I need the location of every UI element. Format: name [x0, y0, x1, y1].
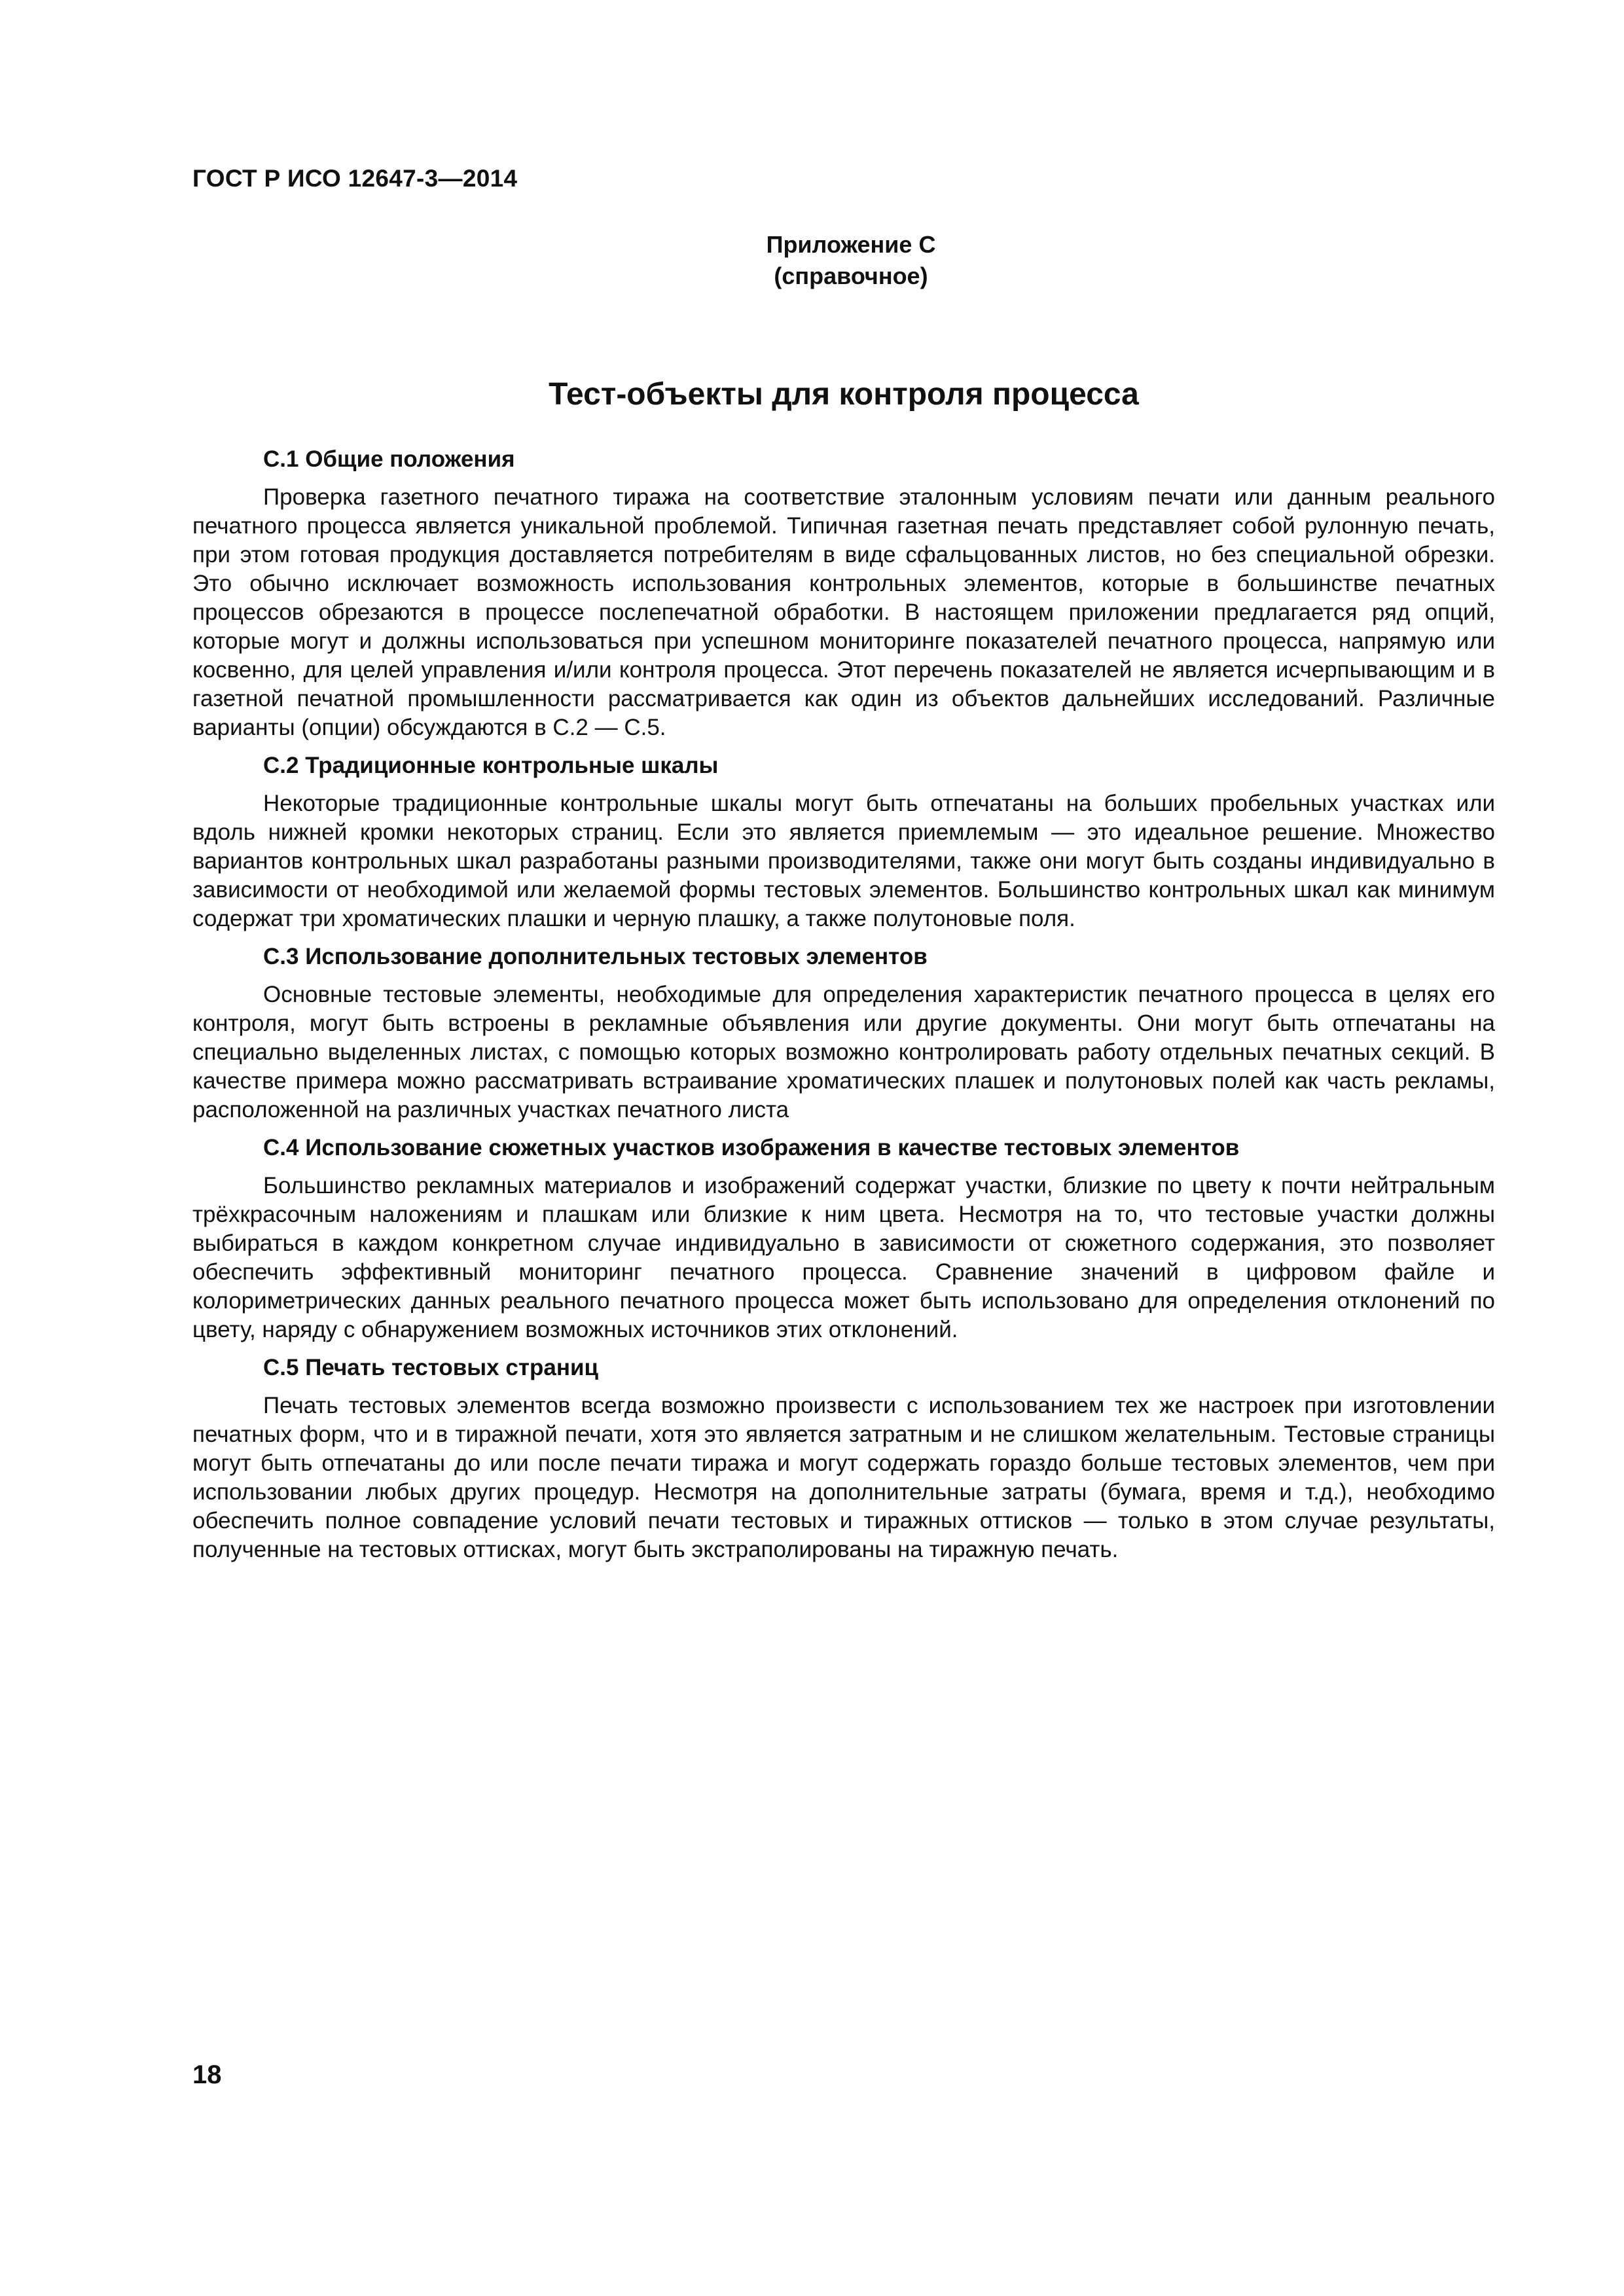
section-paragraph: Основные тестовые элементы, необходимые для определения характеристик печатного процесса в целях его контроля, могут быть встроены в рекламные объявления или другие документы. Они могут быть отпечатаны на специально выделенных листах, с помощью которых возможно контролировать работу отдельных печатных секций. В качестве примера можно рассматривать встраивание хроматических плашек и полутоновых полей как часть рекламы, расположенной на различных участках печатного листа	[192, 982, 1495, 1122]
section-c2	[192, 751, 1495, 933]
section-heading: С.1 Общие положения	[263, 446, 515, 472]
section-paragraph: Некоторые традиционные контрольные шкалы могут быть отпечатаны на больших пробельных участках или вдоль нижней кромки некоторых страниц. Если это является приемлемым — это идеальное решение. Множество вариантов контрольных шкал разработаны разными производителями, также они могут быть созданы индивидуально в зависимости от необходимой или желаемой формы тестовых элементов. Большинство контрольных шкал как минимум содержат три хроматических плашки и черную плашку, а также полутоновые поля.	[192, 791, 1495, 931]
section-c4	[192, 1134, 1495, 1344]
annex-heading	[720, 229, 982, 292]
page-number: 18	[192, 2060, 222, 2089]
section-heading: С.5 Печать тестовых страниц	[263, 1355, 598, 1380]
section-heading: С.2 Традиционные контрольные шкалы	[263, 753, 719, 778]
document-code: ГОСТ Р ИСО 12647-3—2014	[192, 165, 518, 192]
document-body	[192, 445, 1495, 1573]
section-heading: С.3 Использование дополнительных тестовых элементов	[263, 944, 928, 969]
section-paragraph: Проверка газетного печатного тиража на соответствие эталонным условиям печати или данным реального печатного процесса является уникальной проблемой. Типичная газетная печать представляет собой рулонную печать, при этом готовая продукция доставляется потребителям в виде сфальцованных листов, но без специальной обрезки. Это обычно исключает возможность использования контрольных элементов, которые в большинстве печатных процессов обрезаются в процессе послепечатной обработки. В настоящем приложении предлагается ряд опций, которые могут и должны использоваться при успешном мониторинге показателей печатного процесса, напрямую или косвенно, для целей управления и/или контроля процесса. Этот перечень показателей не является исчерпывающим и в газетной печатной промышленности рассматривается как один из объектов дальнейших исследований. Различные варианты (опции) обсуждаются в С.2 — С.5.	[192, 484, 1495, 740]
section-c3	[192, 942, 1495, 1124]
section-paragraph: Большинство рекламных материалов и изображений содержат участки, близкие по цвету к почти нейтральным трёхкрасочным наложениям и плашкам или близкие к ним цвета. Несмотря на то, что тестовые участки должны выбираться в каждом конкретном случае индивидуально в зависимости от сюжетного содержания, это позволяет обеспечить эффективный мониторинг печатного процесса. Сравнение значений в цифровом файле и колориметрических данных реального печатного процесса может быть использовано для определения отклонений по цвету, наряду с обнаружением возможных источников этих отклонений.	[192, 1173, 1495, 1342]
section-c1	[192, 445, 1495, 742]
annex-label: Приложение С	[766, 231, 936, 258]
section-heading: С.4 Использование сюжетных участков изображения в качестве тестовых элементов	[263, 1135, 1240, 1160]
page-title: Тест-объекты для контроля процесса	[549, 377, 1139, 412]
annex-type: (справочное)	[774, 262, 928, 289]
section-c5	[192, 1354, 1495, 1564]
section-paragraph: Печать тестовых элементов всегда возможно произвести с использованием тех же настроек при изготовлении печатных форм, что и в тиражной печати, хотя это является затратным и не слишком желательным. Тестовые страницы могут быть отпечатаны до или после печати тиража и могут содержать гораздо больше тестовых элементов, чем при использовании любых других процедур. Несмотря на дополнительные затраты (бумага, время и т.д.), необходимо обеспечить полное совпадение условий печати тестовых и тиражных оттисков — только в этом случае результаты, полученные на тестовых оттисках, могут быть экстраполированы на тиражную печать.	[192, 1393, 1495, 1562]
